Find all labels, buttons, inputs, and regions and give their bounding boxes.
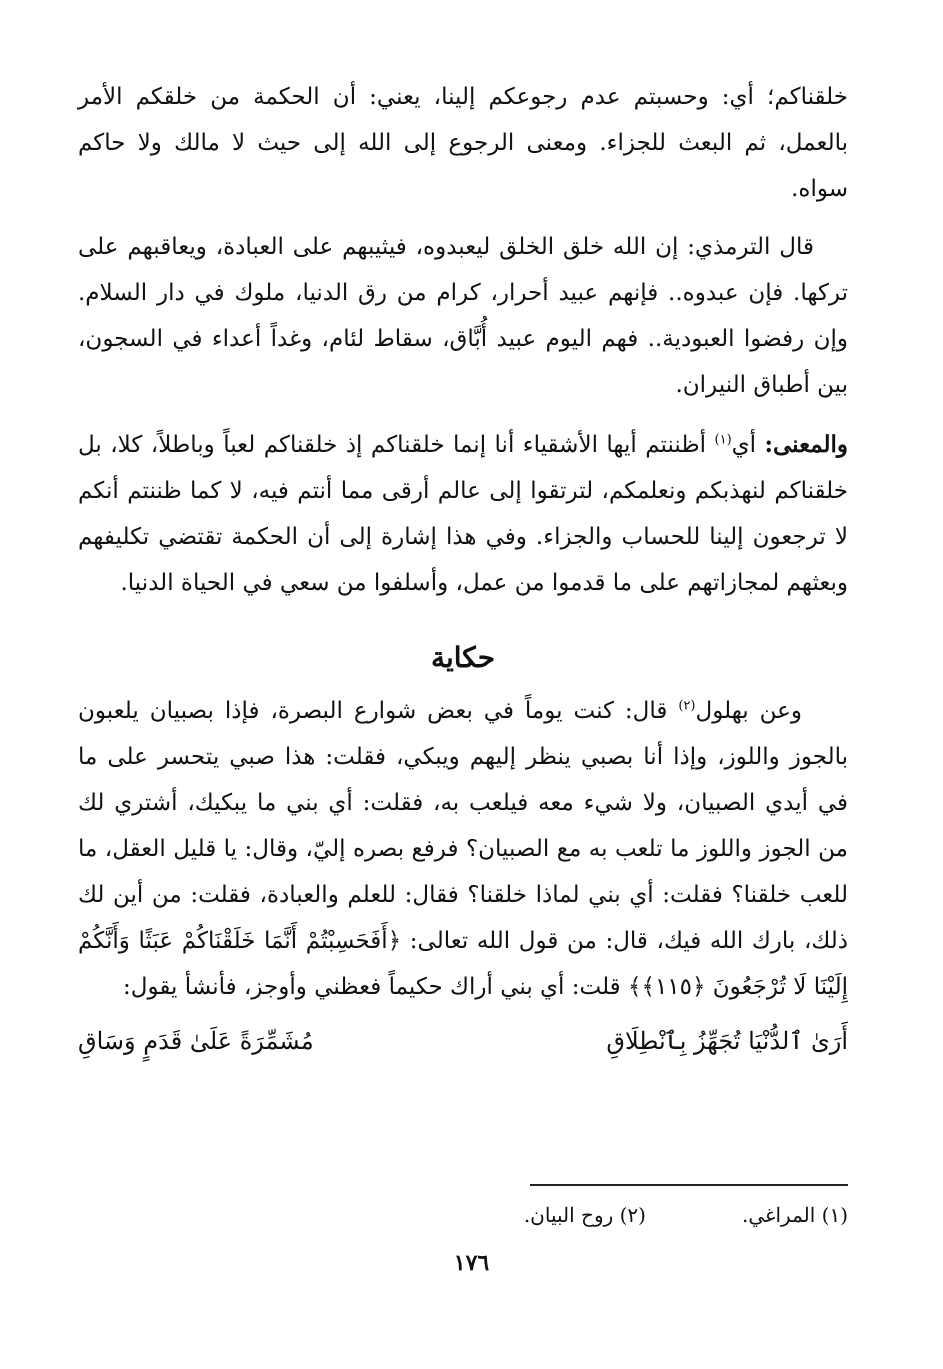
paragraph-3-lead: والمعنى: xyxy=(764,431,848,458)
footnote-ref-1: (١) xyxy=(714,432,732,448)
verse-hemistich-1: أَرَىٰ ٱلدُّنْيَا تُجَهِّزُ بِٱنْطِلَاقِ xyxy=(606,1027,848,1055)
paragraph-3-text: أظننتم أيها الأشقياء أنا إنما خلقناكم إذ خلقناكم لعباً وباطلاً، كلا، بل خلقناكم لنهذبكم ونعلمكم، لترتقوا إلى عالم أرقى مما أنتم فيه، لا كما ظننتم أنكم لا ترجعون إلينا للحساب والجزاء. وفي هذا إشارة إلى أن الحكمة تقتضي تكليفهم وبعثهم لمجازاتهم على ما قدموا من عمل، وأسلفوا من سعي في الحياة الدنيا. xyxy=(78,432,848,596)
section-heading: حكاية xyxy=(430,641,496,674)
paragraph-4 xyxy=(78,688,848,1010)
paragraph-4-pre-ref: وعن بهلول xyxy=(695,698,802,724)
poem-verse xyxy=(78,1018,848,1064)
paragraph-1: خلقناكم؛ أي: وحسبتم عدم رجوعكم إلينا، يعني: أن الحكمة من خلقكم الأمر بالعمل، ثم البعث للجزاء. ومعنى الرجوع إلى الله إلى حيث لا مالك ولا حاكم سواه. xyxy=(78,84,848,202)
paragraph-4-text: قال: كنت يوماً في بعض شوارع البصرة، فإذا بصبيان يلعبون بالجوز واللوز، وإذا أنا بصبي ينظر إليهم ويبكي، فقلت: هذا صبي يتحسر على ما في أيدي الصبيان، ولا شيء معه فيلعب به، فقلت: أي بني ما يبكيك، أشتري لك من الجوز واللوز ما تلعب به مع الصبيان؟ فرفع بصره إليّ، وقال: يا قليل العقل، ما للعب خلقنا؟ فقلت: أي بني لماذا خلقنا؟ فقال: للعلم والعبادة، فقلت: من أين لك ذلك، بارك الله فيك، قال: من قول الله تعالى: ﴿أَفَحَسِبْتُمْ أَنَّمَا خَلَقْنَاكُمْ عَبَثًا وَأَنَّكُمْ إِلَيْنَا لَا تُرْجَعُونَ ﴿١١٥﴾﴾ قلت: أي بني أراك حكيماً فعظني وأوجز، فأنشأ يقول: xyxy=(78,698,848,1000)
footnote-ref-2: (٢) xyxy=(678,698,696,714)
paragraph-2: قال الترمذي: إن الله خلق الخلق ليعبدوه، فيثيبهم على العبادة، ويعاقبهم على تركها. فإن عبدوه.. فإنهم عبيد أحرار، كرام من رق الدنيا، ملوك في دار السلام. وإن رفضوا العبودية.. فهم اليوم عبيد أُبَّاق، سقاط لئام، وغداً أعداء في السجون، بين أطباق النيران. xyxy=(78,234,848,398)
page-number: ١٧٦ xyxy=(453,1250,490,1276)
footnote-divider xyxy=(530,1184,848,1186)
paragraph-3-pre-ref: أي xyxy=(731,432,765,458)
footnotes xyxy=(78,1198,848,1232)
paragraph-3 xyxy=(78,422,848,606)
footnote-2: (٢) روح البيان. xyxy=(523,1203,646,1227)
footnote-1: (١) المراغي. xyxy=(741,1203,848,1227)
verse-hemistich-2: مُشَمِّرَةً عَلَىٰ قَدَمٍ وَسَاقِ xyxy=(78,1027,314,1055)
page-body xyxy=(78,68,848,1368)
